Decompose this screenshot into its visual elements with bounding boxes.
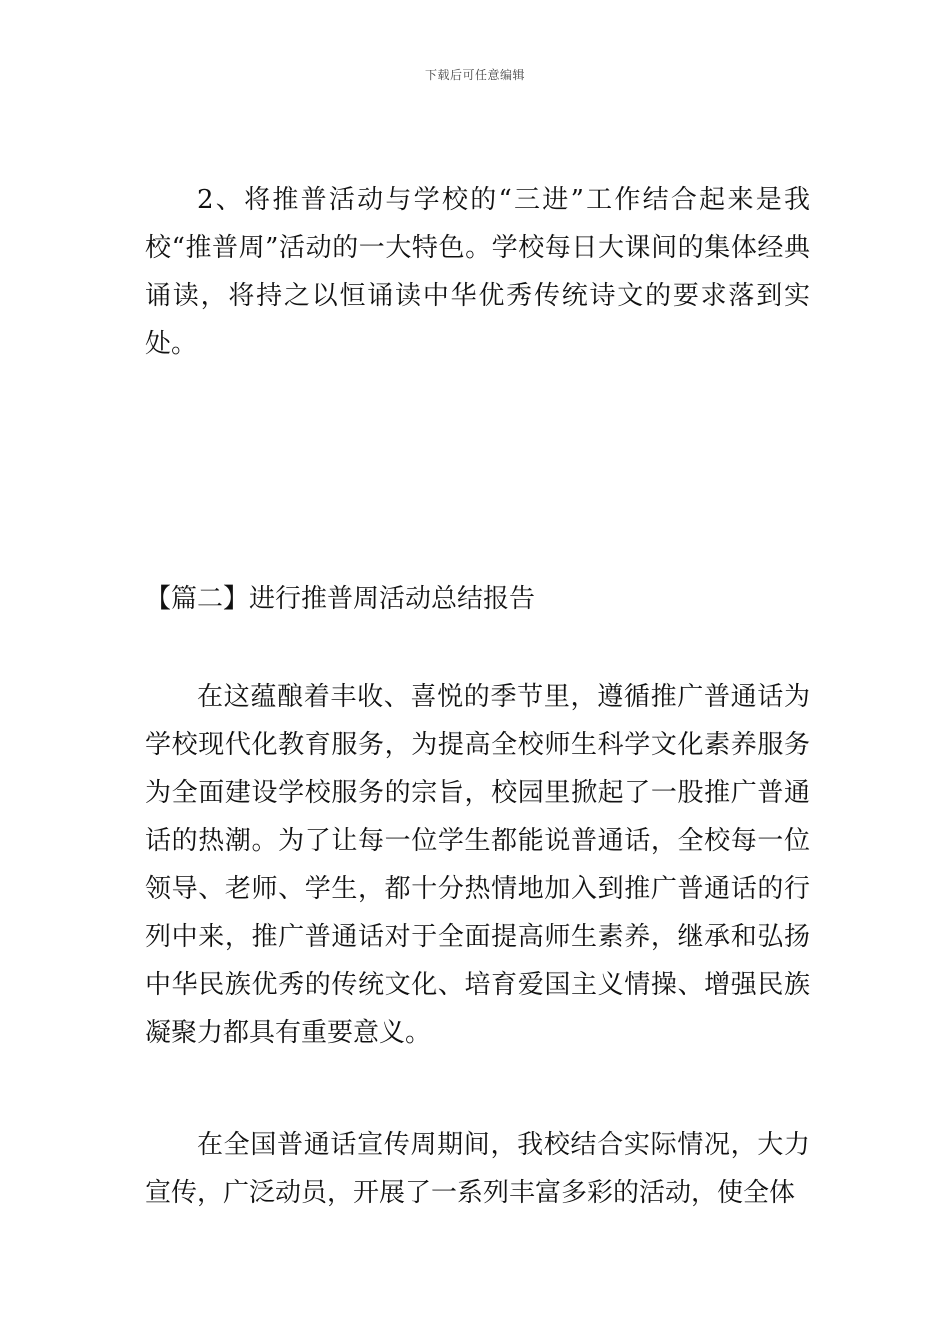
page-header: 下载后可任意编辑 bbox=[424, 68, 525, 82]
paragraph-3: 在全国普通话宣传周期间，我校结合实际情况，大力宣传，广泛动员，开展了一系列丰富多彩的活动，使全体 bbox=[145, 1130, 810, 1208]
paragraph-1: 2、将推普活动与学校的“三进”工作结合起来是我校“推普周”活动的一大特色。学校每日大课间的集体经典诵读，将持之以恒诵读中华优秀传统诗文的要求落到实处。 bbox=[145, 185, 810, 359]
section-title: 【篇二】进行推普周活动总结报告 bbox=[145, 584, 536, 614]
paragraph-2: 在这蕴酿着丰收、喜悦的季节里，遵循推广普通话为学校现代化教育服务，为提高全校师生科学文化素养服务为全面建设学校服务的宗旨，校园里掀起了一股推广普通话的热潮。为了让每一位学生都能说普通话，全校每一位领导、老师、学生，都十分热情地加入到推广普通话的行列中来，推广普通话对于全面提高师生素养，继承和弘扬中华民族优秀的传统文化、培育爱国主义情操、增强民族凝聚力都具有重要意义。 bbox=[145, 682, 810, 1048]
